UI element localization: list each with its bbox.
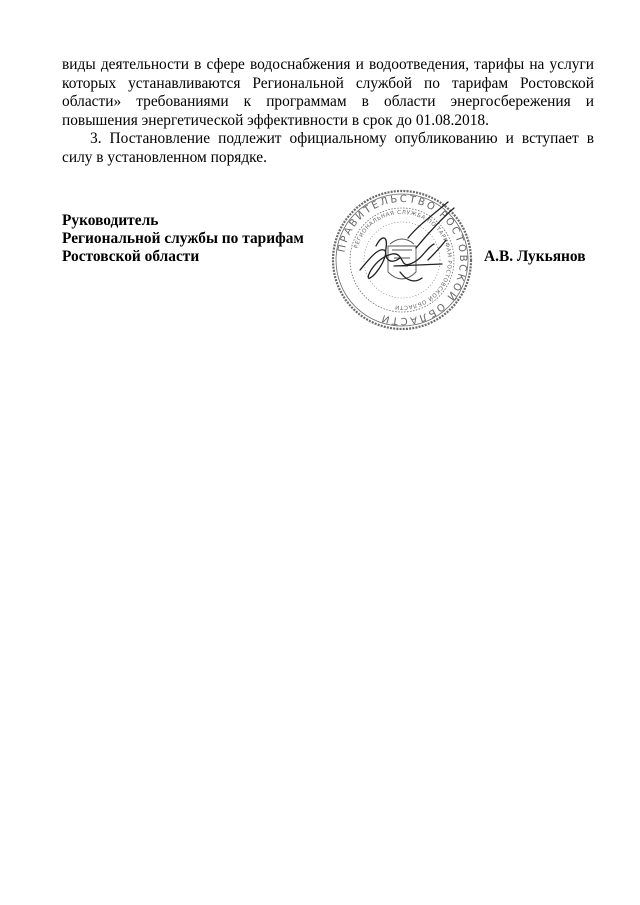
- svg-text:РЕГИОНАЛЬНАЯ СЛУЖБА ПО ТАРИФАМ: РЕГИОНАЛЬНАЯ СЛУЖБА ПО ТАРИФАМ РОСТОВСКОЙ ОБЛАСТИ: [353, 209, 453, 311]
- signatory-title-line-3: Ростовской области: [62, 248, 200, 265]
- signatory-title-line-1: Руководитель: [62, 212, 159, 229]
- paragraph-continuation: виды деятельности в сфере водоснабжения и водоотведения, тарифы на услуги которых устанавливаются Региональной службой по тарифам Ростовской области» требованиями к программам в области энергосбережения и повышения энергетической эффективности в срок до 01.08.2018.: [62, 56, 594, 129]
- paragraph-item-3: 3. Постановление подлежит официальному опубликованию и вступает в силу в установленном порядке.: [62, 130, 594, 166]
- svg-text:ПРАВИТЕЛЬСТВО РОСТОВСКОЙ ОБЛАС: ПРАВИТЕЛЬСТВО РОСТОВСКОЙ ОБЛАСТИ: [336, 193, 469, 327]
- signatory-title-line-2: Региональной службы по тарифам: [62, 230, 304, 247]
- signatory-title: [62, 212, 304, 266]
- signatory-name: А.В. Лукьянов: [484, 248, 586, 265]
- official-stamp-with-signature: [330, 188, 474, 332]
